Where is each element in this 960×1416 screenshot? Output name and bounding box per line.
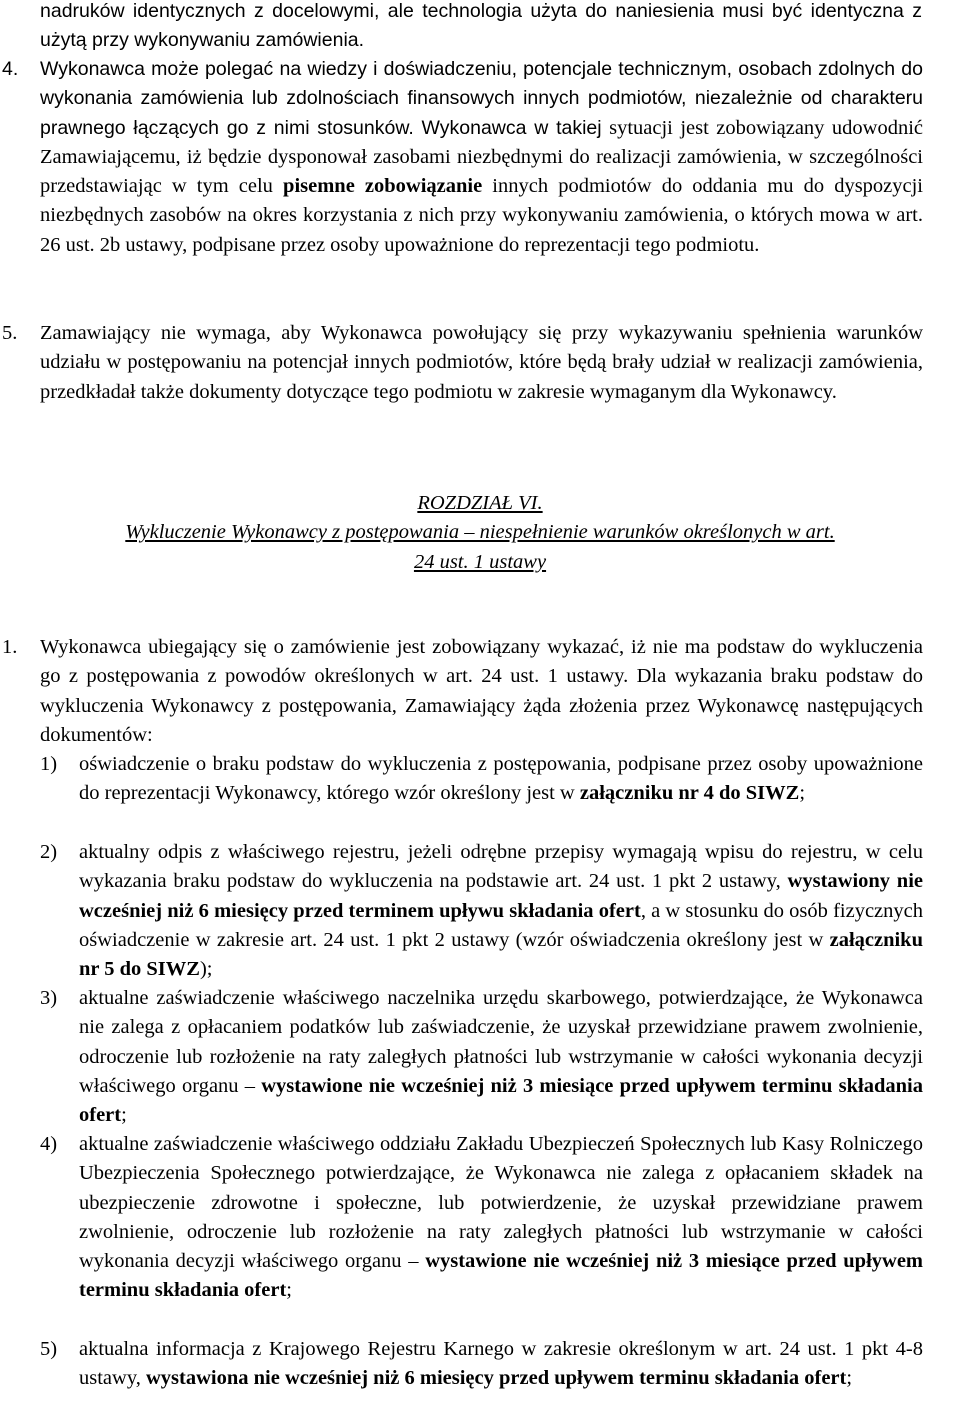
sub-item-number: 3) xyxy=(40,987,58,1009)
sub-item-number: 4) xyxy=(40,1133,58,1155)
paragraph-serif-part-2: innych podmiotów do oddania mu do dyspozycji niezbędnych zasobów na okres korzystania z nich przy wykonywaniu zamówienia, o których mowa w art. 26 ust. 2b ustawy, podpisane przez osoby upoważnione do reprezentacji tego podmiotu. xyxy=(40,175,924,256)
sub-item-number: 5) xyxy=(40,1338,58,1360)
sub-item-2 xyxy=(40,838,924,984)
text-part-2: , a w stosunku do osób fizycznych oświadczenie w zakresie art. 24 ust. 1 pkt 2 ustawy (wzór oświadczenia określony jest w xyxy=(79,899,924,951)
chapter-title: ROZDZIAŁ VI. xyxy=(417,492,543,514)
chapter-subtitle-line-2: 24 ust. 1 ustawy xyxy=(413,550,547,573)
paragraph-text xyxy=(79,838,923,984)
text-part-2: ; xyxy=(799,782,806,805)
chapter-heading xyxy=(0,489,960,577)
text-part: aktualne zaświadczenie właściwego naczelnika urzędu skarbowego, potwierdzające, że Wykonawca nie zalega z opłacaniem podatków lub zaświadczenie, że uzyskał przewidziane prawem zwolnienie, odroczenie lub rozłożenie na raty zaległych płatności lub wstrzymanie w całości wykonania decyzji właściwego organu – xyxy=(79,987,923,1097)
paragraph-sans-part: Wykonawca może polegać na wiedzy i doświadczeniu, potencjale technicznym, osobach zdolnych do wykonania zamówienia lub zdolnościach finansowych innych podmiotów, niezależnie od charakteru prawnego łączących go z nimi stosunków. Wykonawca w takiej xyxy=(40,58,923,139)
sub-item-5 xyxy=(40,1335,923,1394)
text-part: oświadczenie o braku podstaw do wykluczenia z postępowania, podpisane przez osoby upoważnione do reprezentacji Wykonawcy, którego wzór określony jest w xyxy=(79,753,923,805)
paragraph-text xyxy=(79,984,923,1130)
item-number: 4. xyxy=(2,58,19,80)
text-part: aktualna informacja z Krajowego Rejestru Karnego w zakresie określonym w art. 24 ust. 1 pkt 4-8 ustawy, xyxy=(79,1338,923,1390)
chapter-subtitle-line-1: Wykluczenie Wykonawcy z postępowania – niespełnienie warunków określonych w art. xyxy=(125,521,835,544)
bold-phrase: załączniku nr 4 do SIWZ xyxy=(579,782,800,805)
bold-phrase: wystawione nie wcześniej niż 3 miesiące przed upływem terminu składania ofert xyxy=(79,1074,923,1127)
text-part: aktualne zaświadczenie właściwego oddziału Zakładu Ubezpieczeń Społecznych lub Kasy Rolniczego Ubezpieczenia Społecznego potwierdzające, że Wykonawca nie zalega z opłacaniem składek na ubezpieczenie zdrowotne i społeczne, lub potwierdzenie, że uzyskał przewidziane prawem zwolnienie, odroczenie lub rozłożenie na raty zaległych płatności lub wstrzymanie w całości wykonania decyzji właściwego organu – xyxy=(79,1133,923,1273)
paragraph-text xyxy=(79,750,923,809)
text-part: aktualny odpis z właściwego rejestru, jeżeli odrębne przepisy wymagają wpisu do rejestru, w celu wykazania braku podstaw do wykluczenia na podstawie art. 24 ust. 1 pkt 2 ustawy, xyxy=(79,841,923,893)
bold-phrase: wystawiony nie wcześniej niż 6 miesięcy przed terminem upływu składania ofert xyxy=(79,870,923,922)
text-part-2: ; xyxy=(286,1279,292,1302)
text-part-3: ); xyxy=(199,958,213,981)
paragraph-text xyxy=(40,55,923,260)
text-part-2: ; xyxy=(121,1104,127,1127)
sub-item-number: 2) xyxy=(40,841,58,863)
paragraph-text xyxy=(79,1130,923,1306)
item-number: 1. xyxy=(2,636,18,658)
sub-item-3 xyxy=(40,984,923,1130)
bold-phrase: pisemne zobowiązanie xyxy=(283,175,483,198)
bold-phrase: wystawione nie wcześniej niż 3 miesiące przed upływem terminu składania ofert xyxy=(79,1250,923,1302)
paragraph-text xyxy=(79,1335,923,1394)
list-item-5 xyxy=(2,319,923,407)
bold-phrase-2: załączniku nr 5 do SIWZ xyxy=(79,928,923,981)
paragraph-text: Wykonawca ubiegający się o zamówienie jest zobowiązany wykazać, iż nie ma podstaw do wykluczenia go z postępowania z powodów określonych w art. 24 ust. 1 ustawy. Dla wykazania braku podstaw do wykluczenia Wykonawcy z postępowania, Zamawiający żąda złożenia przez Wykonawcę następujących dokumentów: xyxy=(40,636,923,746)
continuation-paragraph xyxy=(40,0,922,56)
item-number: 5. xyxy=(2,322,18,344)
text-part-2: ; xyxy=(846,1367,853,1390)
list-item-4 xyxy=(2,55,924,260)
bold-phrase: wystawiona nie wcześniej niż 6 miesięcy przed upływem terminu składania ofert xyxy=(146,1367,847,1390)
sub-item-number: 1) xyxy=(40,753,58,775)
paragraph-text: nadruków identycznych z docelowymi, ale technologia użyta do naniesienia musi być identyczna z użytą przy wykonywaniu zamówienia. xyxy=(40,0,922,52)
paragraph-serif-part: sytuacji jest zobowiązany udowodnić Zamawiającemu, iż będzie dysponował zasobami niezbędnymi do realizacji zamówienia, w szczególności przedstawiając w tym celu xyxy=(40,116,924,198)
chapter-list-item-1 xyxy=(2,633,923,750)
sub-item-4 xyxy=(40,1130,923,1306)
paragraph-text: Zamawiający nie wymaga, aby Wykonawca powołujący się przy wykazywaniu spełnienia warunków udziału w postępowaniu na potencjał innych podmiotów, które będą brały udział w realizacji zamówienia, przedkładał także dokumenty dotyczące tego podmiotu w zakresie wymaganym dla Wykonawcy. xyxy=(40,322,923,403)
sub-item-1 xyxy=(40,750,923,809)
